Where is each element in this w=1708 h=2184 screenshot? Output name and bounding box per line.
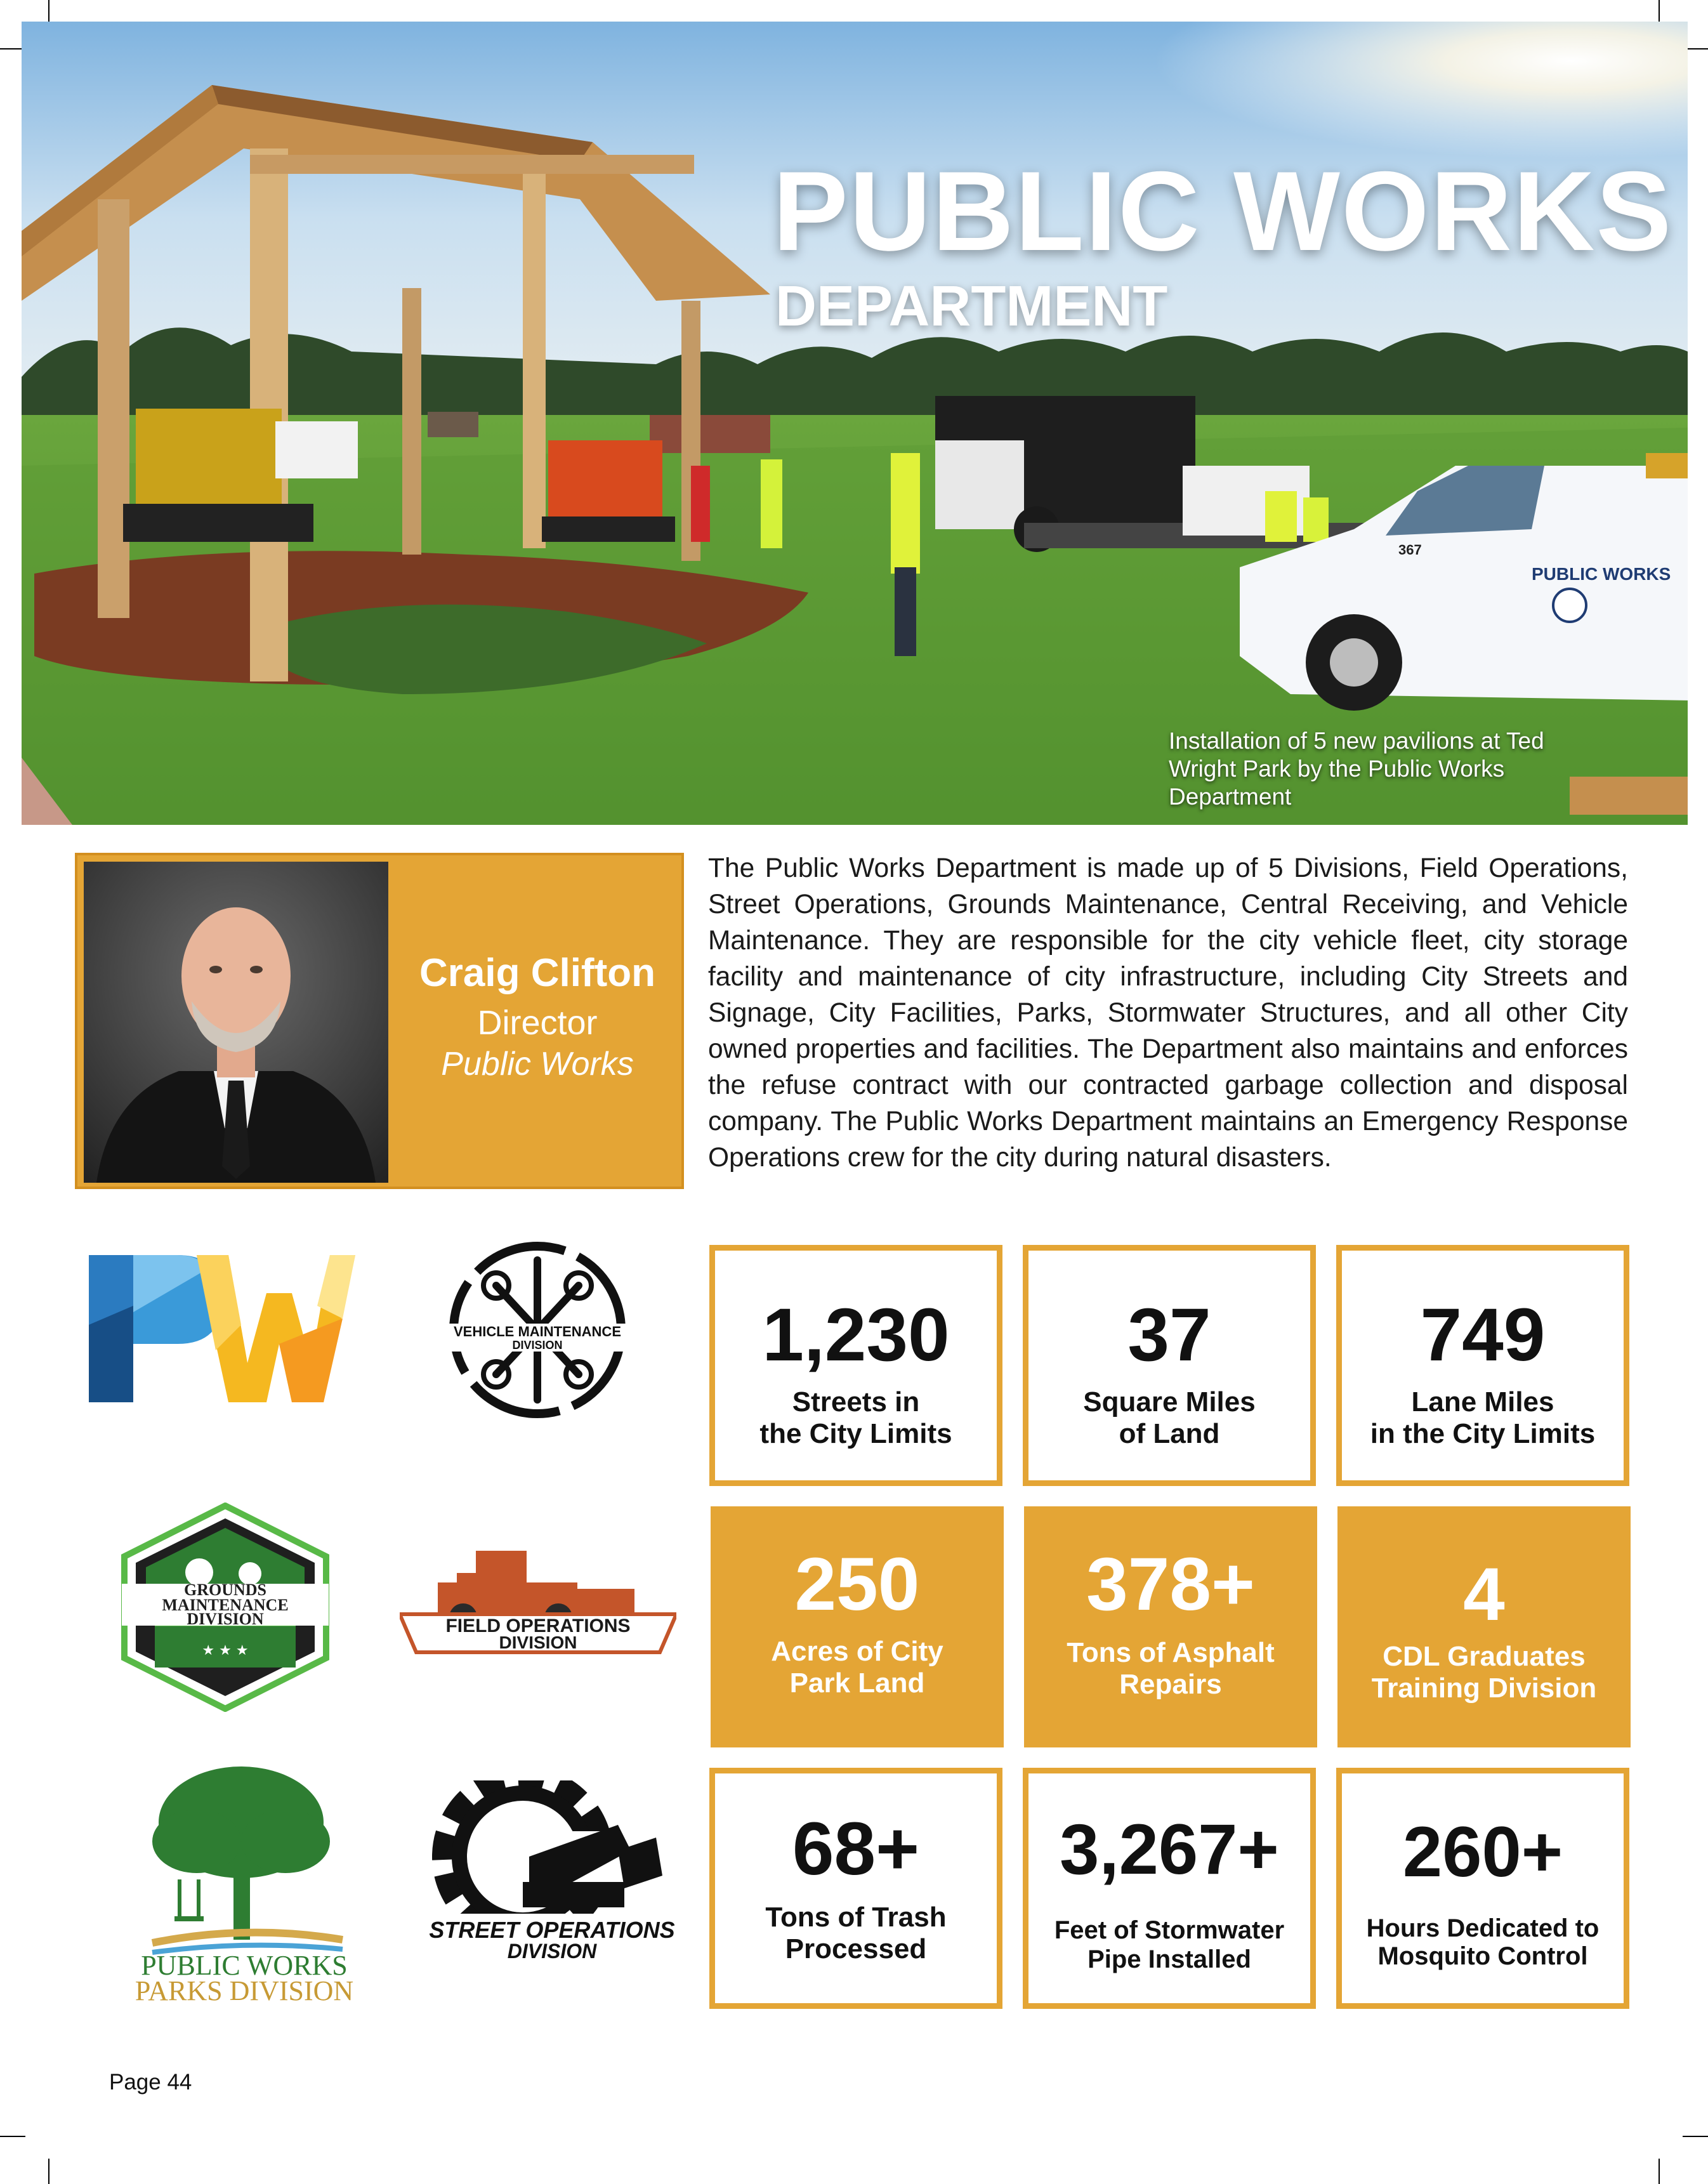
grounds-maintenance-graphic (117, 1503, 334, 1712)
street-operations-graphic (415, 1780, 689, 1971)
vehicle-logo-line2: DIVISION (512, 1339, 563, 1352)
page-subtitle: DEPARTMENT (775, 275, 1168, 338)
stat-box (1336, 1245, 1629, 1486)
grounds-maintenance-logo (117, 1503, 334, 1712)
stat-value: 749 (1420, 1293, 1546, 1377)
photo-caption: Installation of 5 new pavilions at Ted Wright Park by the Public Works Department (1169, 728, 1544, 810)
pw-logo-graphic (89, 1255, 355, 1402)
stat-box (1337, 1506, 1631, 1747)
stat-value: 3,267+ (1060, 1810, 1279, 1889)
stat-label: CDL Graduates Training Division (1371, 1641, 1597, 1704)
vehicle-logo-line1: VEHICLE MAINTENANCE (453, 1324, 622, 1339)
crop-mark (0, 2136, 25, 2137)
director-department: Public Works (441, 1046, 634, 1082)
vehicle-maintenance-graphic (426, 1235, 648, 1425)
street-logo-line1: STREET OPERATIONS (429, 1917, 675, 1943)
field-operations-logo (400, 1538, 676, 1665)
stat-box (709, 1768, 1002, 2009)
stat-box (1024, 1506, 1317, 1747)
stat-label: Square Miles of Land (1083, 1386, 1256, 1449)
svg-text:★ ★ ★: ★ ★ ★ (202, 1643, 249, 1659)
stat-label: Acres of City Park Land (771, 1636, 943, 1699)
director-title: Director (477, 1004, 598, 1042)
stat-box (1023, 1768, 1316, 2009)
truck-door-text: PUBLIC WORKS (1532, 564, 1671, 584)
director-name: Craig Clifton (419, 951, 655, 995)
director-card (75, 853, 684, 1189)
department-description: The Public Works Department is made up of 5 Divisions, Field Operations, Street Operations, Grounds Maintenance, Central Receiving, and Vehicle Maintenance. They are responsible for the city vehicle fleet, city storage facility and maintenance of city infrastructure, including City Streets and Signage, City Facilities, Parks, Stormwater Structures, and all other City owned properties and facilities. The Department also maintains and enforces the refuse contract with our contracted garbage collection and disposal company. The Public Works Department maintains an Emergency Response Operations crew for the city during natural disasters. (708, 853, 1628, 1173)
vehicle-maintenance-logo (426, 1235, 648, 1425)
page-number: Page 44 (109, 2070, 192, 2095)
parks-division-graphic (82, 1765, 406, 2006)
stat-value: 260+ (1402, 1812, 1563, 1891)
street-operations-logo (415, 1780, 689, 1971)
page-title: PUBLIC WORKS (773, 148, 1673, 274)
stat-box (709, 1245, 1002, 1486)
crop-mark (48, 2159, 49, 2184)
stat-value: 1,230 (762, 1293, 950, 1377)
park-pavilion-scene (22, 22, 1688, 825)
crop-mark (1659, 2159, 1660, 2184)
pw-logo (89, 1255, 355, 1402)
field-operations-graphic (400, 1538, 676, 1665)
stat-box (711, 1506, 1004, 1747)
stat-label: Feet of Stormwater Pipe Installed (1054, 1916, 1285, 1973)
stat-label: Lane Miles in the City Limits (1370, 1386, 1596, 1449)
parks-division-logo (82, 1765, 406, 2006)
stat-label: Hours Dedicated to Mosquito Control (1366, 1914, 1600, 1970)
stat-value: 4 (1463, 1553, 1505, 1636)
stat-box (1023, 1245, 1316, 1486)
parks-logo-line1: PUBLIC WORKS (141, 1950, 348, 1981)
truck-number-text: 367 (1398, 542, 1422, 558)
stat-value: 250 (794, 1543, 920, 1626)
stat-value: 378+ (1086, 1543, 1255, 1626)
director-portrait (84, 862, 388, 1183)
stat-label: Tons of Asphalt Repairs (1067, 1637, 1275, 1700)
stat-value: 37 (1127, 1293, 1211, 1377)
field-logo-line2: DIVISION (499, 1633, 577, 1652)
stat-label: Streets in the City Limits (759, 1386, 952, 1449)
grounds-logo-line3: DIVISION (187, 1610, 264, 1628)
field-logo-line1: FIELD OPERATIONS (445, 1615, 631, 1636)
stat-box (1336, 1768, 1629, 2009)
stat-value: 68+ (792, 1807, 920, 1891)
portrait-image (84, 862, 388, 1183)
grounds-logo-line2: MAINTENANCE (162, 1596, 289, 1614)
parks-logo-line2: PARKS DIVISION (135, 1975, 354, 2006)
hero-photo (22, 22, 1688, 825)
street-logo-line2: DIVISION (507, 1940, 597, 1963)
grounds-logo-line1: GROUNDS (183, 1581, 267, 1599)
stat-label: Tons of Trash Processed (765, 1902, 947, 1964)
crop-mark (1683, 2136, 1708, 2137)
